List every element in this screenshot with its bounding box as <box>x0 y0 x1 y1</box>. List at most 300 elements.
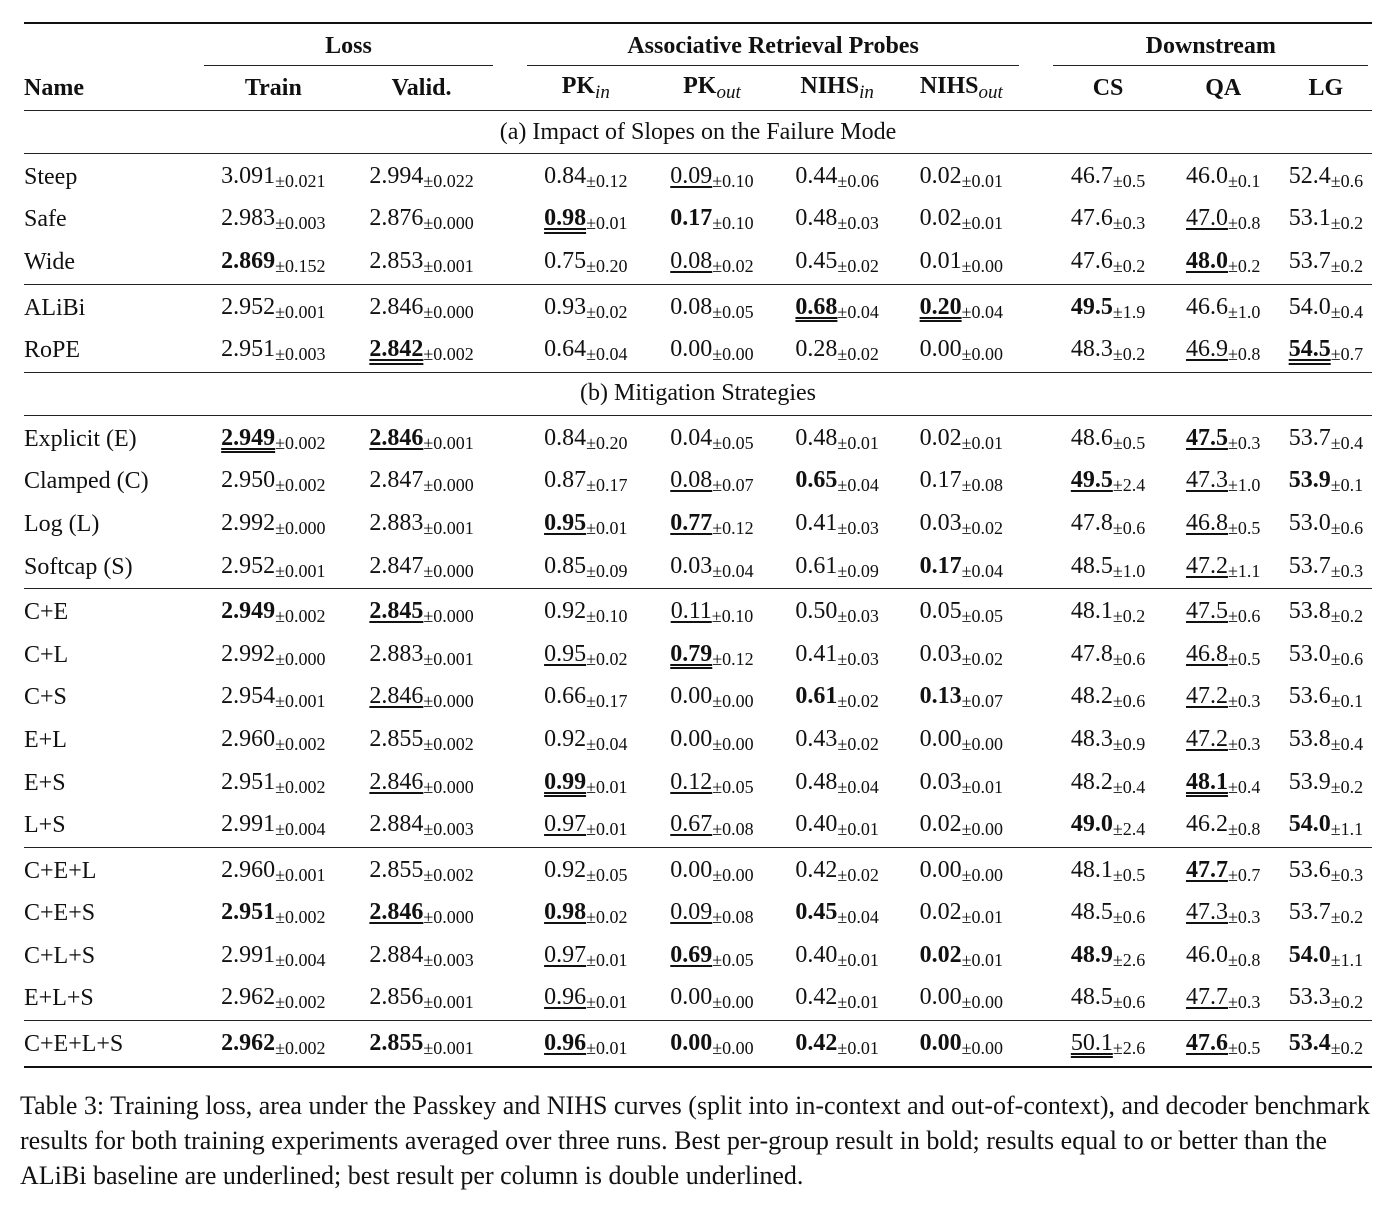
cell-stddev: ±0.2 <box>1112 255 1146 276</box>
table-cell <box>1167 847 1280 892</box>
cell-stddev: ±0.02 <box>837 255 879 276</box>
table-cell <box>775 241 899 284</box>
cell-value: 2.842 <box>369 336 424 363</box>
cell-value: 48.9 <box>1070 941 1113 968</box>
table-cell <box>523 634 649 677</box>
cell-stddev: ±0.2 <box>1330 776 1364 797</box>
cell-value: 48.6 <box>1070 424 1113 451</box>
column-header-nihs-out: $NIHS_{out}$ <box>899 66 1023 111</box>
cell-value: 47.7 <box>1185 984 1228 1011</box>
cell-value: 0.03 <box>919 640 962 667</box>
cell-stddev: ±0.000 <box>423 560 474 581</box>
cell-stddev: ±2.6 <box>1112 949 1146 970</box>
cell-stddev: ±0.2 <box>1330 1038 1364 1059</box>
cell-stddev: ±0.2 <box>1112 344 1146 365</box>
cell-value: 2.992 <box>221 640 276 667</box>
cell-value: 0.96 <box>544 1030 587 1057</box>
cell-value: 2.876 <box>369 205 424 232</box>
cell-stddev: ±0.01 <box>586 819 628 840</box>
table-cell <box>346 154 496 199</box>
table-cell <box>1049 461 1166 504</box>
cell-value: 0.68 <box>795 293 838 320</box>
table-cell <box>1049 503 1166 546</box>
table-cell <box>200 154 346 199</box>
table-cell <box>1167 634 1280 677</box>
cell-value: 0.03 <box>919 768 962 795</box>
cell-stddev: ±0.04 <box>837 776 879 797</box>
cell-value: 0.97 <box>544 941 587 968</box>
table-cell <box>899 847 1023 892</box>
cell-stddev: ±0.004 <box>275 819 326 840</box>
table-row <box>24 589 1372 634</box>
cell-stddev: ±0.6 <box>1112 648 1146 669</box>
cell-stddev: ±0.7 <box>1227 864 1261 885</box>
cell-value: 0.40 <box>795 941 838 968</box>
cell-stddev: ±2.4 <box>1112 475 1146 496</box>
row-name: C+E <box>24 589 200 634</box>
table-cell <box>775 415 899 460</box>
table-cell <box>775 461 899 504</box>
cell-value: 54.5 <box>1288 336 1331 363</box>
cell-stddev: ±0.002 <box>275 1038 326 1059</box>
table-cell <box>899 154 1023 199</box>
cell-value: 2.847 <box>369 467 424 494</box>
table-cell <box>1167 284 1280 329</box>
cell-value: 0.48 <box>795 424 838 451</box>
cell-stddev: ±0.000 <box>275 648 326 669</box>
table-row <box>24 1021 1372 1067</box>
cell-stddev: ±0.002 <box>423 864 474 885</box>
cell-stddev: ±0.20 <box>586 255 628 276</box>
table-cell <box>1167 503 1280 546</box>
cell-value: 0.02 <box>919 941 962 968</box>
table-cell <box>1280 762 1372 805</box>
table-cell <box>523 199 649 242</box>
table-caption: Table 3: Training loss, area under the Passkey and NIHS curves (split into in-context and out-of-context), and decoder benchmark results for both training experiments averaged over three runs. Best per-group result in bold; results equal to or better than the ALiBi baseline are underlined; best result per column is double underlined. <box>20 1091 1370 1190</box>
column-header-train: Train <box>200 66 346 111</box>
table-cell <box>200 546 346 589</box>
table-cell <box>523 677 649 720</box>
cell-value: 2.846 <box>369 899 424 926</box>
cell-stddev: ±0.001 <box>423 432 474 453</box>
cell-value: 0.43 <box>795 725 838 752</box>
cell-value: 0.65 <box>795 467 838 494</box>
table-cell <box>899 589 1023 634</box>
table-cell <box>775 634 899 677</box>
table-row <box>24 677 1372 720</box>
cell-stddev: ±0.02 <box>712 255 754 276</box>
table-cell <box>1049 762 1166 805</box>
table-row <box>24 503 1372 546</box>
group-label-downstream: Downstream <box>1145 32 1276 59</box>
table-cell <box>1280 199 1372 242</box>
cell-value: 0.00 <box>670 725 713 752</box>
cell-value: 2.883 <box>369 509 424 536</box>
cell-value: 0.85 <box>544 552 587 579</box>
table-cell <box>346 241 496 284</box>
cell-value: 53.7 <box>1288 552 1331 579</box>
cell-stddev: ±0.4 <box>1330 432 1364 453</box>
column-header-pk-in: $PK_{in}$ <box>523 66 649 111</box>
cell-value: 0.05 <box>919 598 962 625</box>
cell-value: 2.869 <box>221 247 276 274</box>
cell-value: 0.69 <box>670 941 713 968</box>
cell-stddev: ±0.01 <box>837 432 879 453</box>
table-cell <box>649 461 775 504</box>
cell-stddev: ±0.10 <box>711 606 754 627</box>
cell-value: 53.7 <box>1288 899 1331 926</box>
cell-stddev: ±0.2 <box>1330 992 1364 1013</box>
table-cell <box>1049 546 1166 589</box>
cell-value: 0.00 <box>670 683 713 710</box>
cell-stddev: ±0.01 <box>837 819 879 840</box>
table-cell <box>523 461 649 504</box>
cell-stddev: ±1.9 <box>1112 301 1146 322</box>
cell-stddev: ±0.20 <box>586 432 628 453</box>
cell-stddev: ±0.00 <box>961 344 1003 365</box>
cell-stddev: ±0.2 <box>1330 255 1364 276</box>
cell-stddev: ±1.1 <box>1330 819 1364 840</box>
table-cell <box>200 329 346 372</box>
table-cell <box>775 762 899 805</box>
cell-stddev: ±0.022 <box>423 170 474 191</box>
row-name: L+S <box>24 812 66 839</box>
section-title: (a) Impact of Slopes on the Failure Mode <box>24 111 1372 154</box>
cell-value: 0.42 <box>795 984 838 1011</box>
cell-value: 0.42 <box>795 1030 838 1057</box>
table-cell <box>200 589 346 634</box>
cell-value: 0.02 <box>919 205 962 232</box>
cell-stddev: ±0.3 <box>1227 992 1261 1013</box>
table-cell <box>1167 589 1280 634</box>
cell-stddev: ±0.09 <box>586 560 628 581</box>
cell-stddev: ±0.8 <box>1227 949 1261 970</box>
cell-value: 47.5 <box>1185 598 1228 625</box>
table-cell <box>775 935 899 978</box>
table-cell <box>346 847 496 892</box>
table-cell <box>1049 847 1166 892</box>
table-cell <box>775 589 899 634</box>
cell-stddev: ±0.12 <box>586 170 628 191</box>
cell-stddev: ±0.152 <box>275 255 326 276</box>
cell-stddev: ±0.02 <box>837 864 879 885</box>
row-name: Softcap (S) <box>24 553 133 580</box>
table-cell <box>649 199 775 242</box>
cell-stddev: ±0.001 <box>275 301 326 322</box>
cell-stddev: ±0.000 <box>275 517 326 538</box>
cell-value: 47.5 <box>1185 424 1228 451</box>
row-name: E+S <box>24 769 66 796</box>
cell-stddev: ±0.6 <box>1330 648 1364 669</box>
cell-stddev: ±0.000 <box>423 776 474 797</box>
cell-stddev: ±0.6 <box>1112 992 1146 1013</box>
table-row <box>24 284 1372 329</box>
table-cell <box>1280 154 1372 199</box>
cell-stddev: ±0.10 <box>712 170 754 191</box>
table-cell <box>899 284 1023 329</box>
cell-stddev: ±0.03 <box>837 517 879 538</box>
cell-value: 0.03 <box>919 509 962 536</box>
cell-value: 47.2 <box>1185 683 1228 710</box>
table-cell <box>523 847 649 892</box>
cell-value: 0.87 <box>544 467 587 494</box>
cell-value: 2.960 <box>221 856 276 883</box>
cell-stddev: ±0.05 <box>712 301 754 322</box>
cell-stddev: ±0.6 <box>1112 907 1146 928</box>
cell-value: 0.00 <box>919 984 962 1011</box>
cell-value: 0.45 <box>795 247 838 274</box>
cell-value: 2.845 <box>369 598 424 625</box>
cell-stddev: ±0.001 <box>423 992 474 1013</box>
table-cell <box>523 1021 649 1067</box>
table-cell <box>346 546 496 589</box>
cell-value: 2.951 <box>221 899 276 926</box>
cell-value: 0.03 <box>670 552 713 579</box>
cell-value: 0.42 <box>795 856 838 883</box>
cell-stddev: ±0.01 <box>837 949 879 970</box>
table-cell <box>899 762 1023 805</box>
cell-value: 0.01 <box>919 247 962 274</box>
table-cell <box>200 1021 346 1067</box>
cell-value: 0.02 <box>919 424 962 451</box>
table-cell <box>649 503 775 546</box>
cell-value: 53.0 <box>1288 640 1331 667</box>
cell-value: 49.5 <box>1070 467 1113 494</box>
cell-value: 48.3 <box>1070 725 1113 752</box>
table-cell <box>899 978 1023 1021</box>
table-cell <box>200 893 346 936</box>
cell-value: 2.847 <box>369 552 424 579</box>
table-cell <box>649 804 775 847</box>
cell-stddev: ±0.02 <box>586 301 628 322</box>
cell-value: 2.962 <box>221 984 276 1011</box>
row-name: RoPE <box>24 337 81 364</box>
cell-value: 0.45 <box>795 899 838 926</box>
cell-value: 0.93 <box>544 293 587 320</box>
cell-stddev: ±0.05 <box>712 949 754 970</box>
table-cell <box>775 154 899 199</box>
column-header-name: Name <box>24 66 200 111</box>
cell-value: 0.00 <box>670 336 713 363</box>
cell-stddev: ±0.00 <box>961 992 1003 1013</box>
cell-stddev: ±0.3 <box>1227 691 1261 712</box>
cell-value: 0.00 <box>919 856 962 883</box>
table-body <box>24 111 1372 1067</box>
table-cell <box>899 415 1023 460</box>
cell-stddev: ±0.004 <box>275 949 326 970</box>
table-cell <box>899 461 1023 504</box>
cell-stddev: ±2.4 <box>1112 819 1146 840</box>
table-cell <box>1280 893 1372 936</box>
cell-stddev: ±0.1 <box>1330 691 1364 712</box>
cell-stddev: ±0.002 <box>275 992 326 1013</box>
cell-value: 0.99 <box>544 768 587 795</box>
cell-value: 0.17 <box>919 552 962 579</box>
table-cell <box>649 154 775 199</box>
section-header-row <box>24 111 1372 154</box>
table-cell <box>200 503 346 546</box>
table-cell <box>1167 978 1280 1021</box>
cell-stddev: ±0.00 <box>712 1038 754 1059</box>
cell-stddev: ±0.8 <box>1227 819 1261 840</box>
table-cell <box>346 634 496 677</box>
cell-value: 0.17 <box>670 205 713 232</box>
cell-value: 2.962 <box>221 1030 276 1057</box>
cell-stddev: ±0.3 <box>1330 560 1364 581</box>
cell-stddev: ±1.0 <box>1112 560 1146 581</box>
table-cell <box>346 1021 496 1067</box>
cell-value: 0.17 <box>919 467 962 494</box>
cell-value: 54.0 <box>1288 811 1331 838</box>
cell-stddev: ±0.6 <box>1112 691 1146 712</box>
cell-stddev: ±0.002 <box>423 733 474 754</box>
table-cell <box>1049 677 1166 720</box>
cell-value: 0.97 <box>544 811 587 838</box>
table-cell <box>346 762 496 805</box>
table-cell <box>523 284 649 329</box>
cell-value: 0.12 <box>670 768 713 795</box>
cell-stddev: ±0.01 <box>586 776 628 797</box>
cell-value: 0.08 <box>670 293 713 320</box>
cell-stddev: ±0.12 <box>712 648 754 669</box>
cell-stddev: ±0.6 <box>1330 517 1364 538</box>
cell-stddev: ±0.00 <box>712 691 754 712</box>
table-cell <box>1280 284 1372 329</box>
cell-stddev: ±0.4 <box>1112 776 1146 797</box>
column-header-nihs-in: $NIHS_{in}$ <box>775 66 899 111</box>
cell-stddev: ±0.2 <box>1227 255 1261 276</box>
table-cell <box>1280 329 1372 372</box>
cell-stddev: ±0.002 <box>423 344 474 365</box>
cell-stddev: ±0.6 <box>1112 517 1146 538</box>
table-cell <box>649 634 775 677</box>
cell-stddev: ±0.000 <box>423 213 474 234</box>
table-cell <box>523 978 649 1021</box>
table-cell <box>775 1021 899 1067</box>
table-cell <box>775 329 899 372</box>
column-header-qa: QA <box>1167 66 1280 111</box>
table-cell <box>523 589 649 634</box>
cell-value: 0.08 <box>670 247 713 274</box>
table-cell <box>649 677 775 720</box>
cell-value: 0.11 <box>670 598 712 625</box>
table-cell <box>523 241 649 284</box>
table-cell <box>775 284 899 329</box>
cell-stddev: ±1.0 <box>1227 475 1261 496</box>
cell-value: 2.855 <box>369 1030 424 1057</box>
cell-value: 2.952 <box>221 293 276 320</box>
cell-value: 0.64 <box>544 336 587 363</box>
table-row <box>24 935 1372 978</box>
table-cell <box>1049 893 1166 936</box>
table-cell <box>1049 284 1166 329</box>
cell-stddev: ±1.0 <box>1227 301 1261 322</box>
cell-value: 0.48 <box>795 768 838 795</box>
cell-value: 48.2 <box>1070 683 1113 710</box>
cell-value: 0.98 <box>544 205 587 232</box>
cell-value: 48.3 <box>1070 336 1113 363</box>
cell-stddev: ±1.1 <box>1227 560 1261 581</box>
row-name: Safe <box>24 206 67 233</box>
cell-value: 2.992 <box>221 509 276 536</box>
cell-stddev: ±0.002 <box>275 907 326 928</box>
cell-value: 47.2 <box>1185 725 1228 752</box>
table-cell <box>899 719 1023 762</box>
cell-value: 0.77 <box>670 509 713 536</box>
table-cell <box>346 329 496 372</box>
table-cell <box>649 935 775 978</box>
cell-value: 53.8 <box>1288 725 1331 752</box>
table-row <box>24 847 1372 892</box>
cell-stddev: ±0.00 <box>712 864 754 885</box>
cell-stddev: ±0.2 <box>1330 213 1364 234</box>
row-name: ALiBi <box>24 284 200 329</box>
cell-value: 0.95 <box>544 640 587 667</box>
cell-stddev: ±0.07 <box>961 691 1003 712</box>
cell-value: 2.983 <box>221 205 276 232</box>
cell-value: 2.884 <box>369 811 424 838</box>
cell-value: 0.41 <box>795 509 838 536</box>
table-row <box>24 719 1372 762</box>
section-header-row <box>24 372 1372 415</box>
cell-value: 0.96 <box>544 984 587 1011</box>
table-cell <box>346 284 496 329</box>
cell-stddev: ±0.3 <box>1227 432 1261 453</box>
cell-value: 2.855 <box>369 725 424 752</box>
table-cell <box>523 329 649 372</box>
row-name: C+L <box>24 641 69 668</box>
table-cell <box>523 546 649 589</box>
cell-value: 0.41 <box>795 640 838 667</box>
table-cell <box>775 503 899 546</box>
cell-value: 2.853 <box>369 247 424 274</box>
table-cell <box>1167 677 1280 720</box>
cell-stddev: ±0.01 <box>586 517 628 538</box>
cell-value: 2.952 <box>221 552 276 579</box>
cell-stddev: ±0.003 <box>275 213 326 234</box>
column-header-valid-: Valid. <box>346 66 496 111</box>
table-row <box>24 241 1372 284</box>
cell-stddev: ±0.001 <box>423 255 474 276</box>
cell-stddev: ±0.08 <box>961 475 1003 496</box>
cell-value: 46.8 <box>1185 640 1228 667</box>
cell-stddev: ±0.02 <box>837 733 879 754</box>
table-cell <box>1049 935 1166 978</box>
cell-value: 0.02 <box>919 162 962 189</box>
table-cell <box>1167 804 1280 847</box>
table-cell <box>775 847 899 892</box>
cell-value: 53.7 <box>1288 247 1331 274</box>
cell-stddev: ±0.00 <box>712 733 754 754</box>
table-row <box>24 154 1372 199</box>
cell-value: 46.2 <box>1185 811 1228 838</box>
table-cell <box>1280 978 1372 1021</box>
cell-value: 2.951 <box>221 336 276 363</box>
table-cell <box>346 677 496 720</box>
table-cell <box>1167 935 1280 978</box>
cell-stddev: ±0.08 <box>712 819 754 840</box>
cell-stddev: ±0.00 <box>961 819 1003 840</box>
table-row <box>24 461 1372 504</box>
table-cell <box>1167 241 1280 284</box>
table-cell <box>200 634 346 677</box>
cell-value: 0.02 <box>919 811 962 838</box>
cell-value: 53.9 <box>1288 467 1331 494</box>
table-cell <box>899 199 1023 242</box>
table-cell <box>200 677 346 720</box>
cell-value: 0.92 <box>544 598 587 625</box>
table-cell <box>346 893 496 936</box>
